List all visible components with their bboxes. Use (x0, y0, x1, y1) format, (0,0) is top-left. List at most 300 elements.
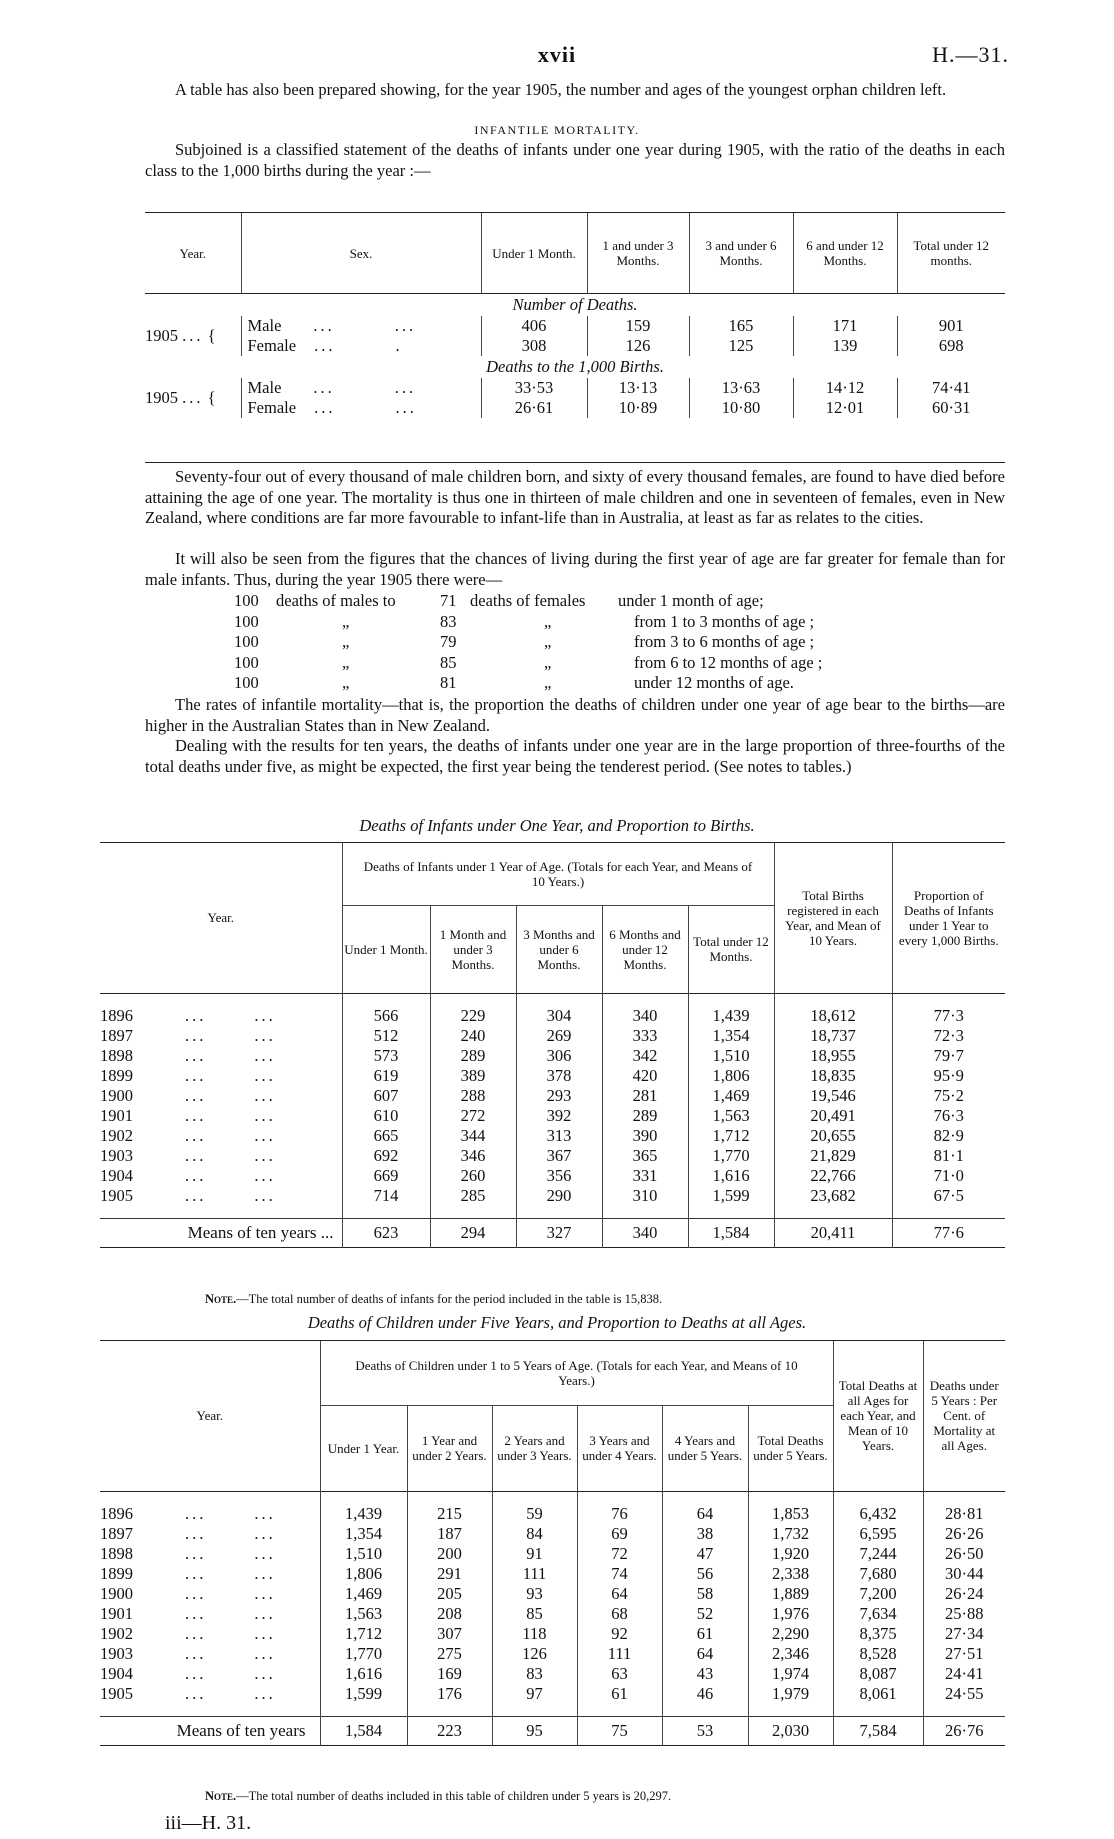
t1-year: 1905 (145, 388, 178, 407)
table-cell: 24·41 (945, 1663, 984, 1683)
t1-header-sex: Sex. (241, 213, 481, 294)
table-cell: 72 (577, 1544, 662, 1564)
table-cell: 1,770 (320, 1644, 407, 1664)
table-cell: 1,563 (688, 1106, 774, 1126)
table-cell: 8,375 (833, 1624, 923, 1644)
table-cell: 1,732 (748, 1524, 833, 1544)
table-row: 1900 ... ... 607 288 293 281 1,469 19,546 75·2 (100, 1086, 1005, 1106)
table-cell: 59 (492, 1504, 577, 1524)
table-cell: 1,806 (688, 1066, 774, 1086)
table-row: 1899 ... ... 619 389 378 420 1,806 18,835 95·9 (100, 1066, 1005, 1086)
table-cell: 1,920 (748, 1544, 833, 1564)
list-item (234, 591, 994, 612)
table-cell: 342 (602, 1046, 688, 1066)
table-cell: 64 (662, 1644, 748, 1664)
row-year: 1901 (100, 1603, 133, 1623)
table-cell: 187 (407, 1524, 492, 1544)
table-cell: 47 (662, 1544, 748, 1564)
t1-cell: 12·01 (793, 398, 897, 418)
row-year: 1896 (100, 1005, 133, 1025)
table-cell: 1,599 (688, 1186, 774, 1206)
t3-header-percent: Deaths under 5 Years : Per Cent. of Mortality at all Ages. (929, 1378, 999, 1454)
table2-caption: Deaths of Infants under One Year, and Proportion to Births. (359, 816, 755, 835)
table-row: 1905 ... { Male ... ... 406 159 165 171 901 (145, 316, 1005, 336)
t3-header-total-under5: Total Deaths under 5 Years. (748, 1405, 833, 1491)
table-row: 1904 ... ... 669 260 356 331 1,616 22,766 71·0 (100, 1166, 1005, 1186)
table-cell: 714 (342, 1186, 430, 1206)
t1-sex: Male (247, 316, 282, 335)
table-cell: 389 (430, 1066, 516, 1086)
t2-header-1to3: 1 Month and under 3 Months. (430, 905, 516, 993)
table-cell: 229 (430, 1006, 516, 1026)
table-row: 1904 ... ... 1,616 169 83 63 43 1,974 8,087 24·41 (100, 1664, 1005, 1684)
table-cell: 1,510 (688, 1046, 774, 1066)
row-year: 1898 (100, 1045, 133, 1065)
table-cell: 272 (430, 1106, 516, 1126)
table-cell: 8,061 (833, 1684, 923, 1704)
table-cell: 23,682 (774, 1186, 892, 1206)
comparison-value: 81 (440, 673, 457, 692)
comparison-mid: „ (342, 632, 350, 651)
comparison-base: 100 (234, 632, 259, 651)
table-cell: 7,634 (833, 1604, 923, 1624)
comparison-range: under 1 month of age; (618, 591, 764, 610)
table-cell: 392 (516, 1106, 602, 1126)
row-year: 1900 (100, 1583, 133, 1603)
table-cell: 111 (492, 1564, 577, 1584)
table-cell: 83 (492, 1664, 577, 1684)
table-cell: 118 (492, 1624, 577, 1644)
t1-sex: Female (247, 398, 297, 417)
table-cell: 1,974 (748, 1664, 833, 1684)
comparison-mid2: „ (544, 652, 552, 672)
t2-header-under1month: Under 1 Month. (342, 905, 430, 993)
t3-header-group: Deaths of Children under 1 to 5 Years of Age. (Totals for each Year, and Means of 10 Years.) (320, 1341, 833, 1405)
means-row (100, 1716, 1005, 1745)
t3-mean-cell: 26·76 (923, 1716, 1005, 1745)
table-cell: 2,338 (748, 1564, 833, 1584)
table-cell: 1,354 (688, 1026, 774, 1046)
comparison-range: from 1 to 3 months of age ; (634, 611, 815, 631)
table-cell: 97 (492, 1684, 577, 1704)
table-cell: 6,432 (833, 1504, 923, 1524)
table-row: 1902 ... ... 1,712 307 118 92 61 2,290 8,375 27·34 (100, 1624, 1005, 1644)
table-cell: 22,766 (774, 1166, 892, 1186)
table-cell: 26·50 (945, 1543, 984, 1563)
table-cell: 293 (516, 1086, 602, 1106)
table-row: 1898 ... ... 1,510 200 91 72 47 1,920 7,244 26·50 (100, 1544, 1005, 1564)
table-row: Female ... . 308 126 125 139 698 (145, 336, 1005, 356)
comparison-base: 100 (234, 652, 259, 672)
t1-header-total: Total under 12 months. (913, 238, 990, 268)
row-year: 1897 (100, 1025, 133, 1045)
means-row (100, 1218, 1005, 1247)
table-cell: 1,976 (748, 1604, 833, 1624)
table-cell: 367 (516, 1146, 602, 1166)
row-year: 1903 (100, 1145, 133, 1165)
t1-header-under1month: Under 1 Month. (481, 213, 587, 294)
comparison-mid2: „ (544, 632, 552, 651)
comparison-mid: deaths of males to (276, 591, 396, 610)
child-deaths-ten-years-table (100, 1341, 1005, 1746)
table-cell: 269 (516, 1026, 602, 1046)
comparison-range: from 3 to 6 months of age ; (634, 632, 815, 651)
table-cell: 205 (407, 1584, 492, 1604)
comparison-mid2: „ (544, 673, 552, 692)
t2-mean-cell: 294 (430, 1218, 516, 1247)
table-cell: 289 (602, 1106, 688, 1126)
t2-header-3to6: 3 Months and under 6 Months. (516, 905, 602, 993)
table-cell: 307 (407, 1624, 492, 1644)
table-cell: 93 (492, 1584, 577, 1604)
comparison-base: 100 (234, 611, 259, 631)
table-cell: 64 (662, 1504, 748, 1524)
table-cell: 420 (602, 1066, 688, 1086)
table-cell: 378 (516, 1066, 602, 1086)
table-cell: 200 (407, 1544, 492, 1564)
comparison-mid: „ (342, 652, 350, 672)
table-row: 1903 ... ... 1,770 275 126 111 64 2,346 8,528 27·51 (100, 1644, 1005, 1664)
comparison-mid: „ (342, 673, 350, 692)
table-cell: 566 (342, 1006, 430, 1026)
t1-cell: 13·63 (689, 378, 793, 398)
table-cell: 390 (602, 1126, 688, 1146)
t1-cell: 125 (689, 336, 793, 356)
t1-cell: 13·13 (587, 378, 689, 398)
table-cell: 43 (662, 1664, 748, 1684)
table-cell: 1,616 (320, 1664, 407, 1684)
t2-header-proportion: Proportion of Deaths of Infants under 1 Year to every 1,000 Births. (898, 887, 999, 948)
t2-mean-cell: 20,411 (774, 1218, 892, 1247)
comparison-list (234, 591, 994, 694)
table-cell: 46 (662, 1684, 748, 1704)
t1-cell: 698 (938, 336, 964, 355)
table-cell: 79·7 (933, 1045, 964, 1065)
table-cell: 126 (492, 1644, 577, 1664)
row-year: 1905 (100, 1185, 133, 1205)
t3-header-year: Year. (100, 1341, 320, 1491)
table-cell: 77·3 (933, 1005, 964, 1025)
table-row: 1905 ... ... 1,599 176 97 61 46 1,979 8,061 24·55 (100, 1684, 1005, 1704)
t1-cell: 10·89 (587, 398, 689, 418)
table-row: 1902 ... ... 665 344 313 390 1,712 20,655 82·9 (100, 1126, 1005, 1146)
table-cell: 260 (430, 1166, 516, 1186)
table-cell: 76·3 (933, 1105, 964, 1125)
table-cell: 27·34 (945, 1623, 984, 1643)
row-year: 1902 (100, 1125, 133, 1145)
table-cell: 365 (602, 1146, 688, 1166)
table-cell: 81·1 (933, 1145, 964, 1165)
t1-cell: 126 (587, 336, 689, 356)
infant-deaths-1905-table (145, 213, 1005, 418)
table-cell: 344 (430, 1126, 516, 1146)
intro-paragraph: A table has also been prepared showing, for the year 1905, the number and ages of the youngest orphan children left. (175, 80, 947, 99)
table-cell: 27·51 (945, 1643, 984, 1663)
subjoined-paragraph: Subjoined is a classified statement of the deaths of infants under one year during 1905, with the ratio of the deaths in each class to the 1,000 births during the year :— (145, 140, 1005, 180)
table-cell: 56 (662, 1564, 748, 1584)
t3-header-3to4: 3 Years and under 4 Years. (577, 1405, 662, 1491)
table-cell: 61 (577, 1684, 662, 1704)
table-cell: 85 (492, 1604, 577, 1624)
table1-bottom-rule (145, 462, 1005, 463)
table-cell: 64 (577, 1584, 662, 1604)
table-cell: 63 (577, 1664, 662, 1684)
table-cell: 1,770 (688, 1146, 774, 1166)
table-cell: 82·9 (933, 1125, 964, 1145)
comparison-mid2: „ (544, 611, 552, 631)
table-cell: 1,563 (320, 1604, 407, 1624)
t1-number-caption: Number of Deaths. (512, 295, 638, 314)
table-cell: 26·24 (945, 1583, 984, 1603)
table-cell: 275 (407, 1644, 492, 1664)
table-cell: 7,200 (833, 1584, 923, 1604)
t1-cell: 74·41 (932, 378, 971, 397)
t1-cell: 60·31 (932, 398, 971, 417)
t3-mean-cell: 53 (662, 1716, 748, 1745)
table3-note: Note.—The total number of deaths included in this table of children under 5 years is 20,297. (205, 1789, 672, 1803)
t3-header-4to5: 4 Years and under 5 Years. (662, 1405, 748, 1491)
t2-mean-cell: 623 (342, 1218, 430, 1247)
comparison-value: 71 (440, 591, 457, 610)
table-cell: 313 (516, 1126, 602, 1146)
t3-mean-cell: 2,030 (748, 1716, 833, 1745)
t3-header-2to3: 2 Years and under 3 Years. (492, 1405, 577, 1491)
table-cell: 6,595 (833, 1524, 923, 1544)
table-cell: 1,979 (748, 1684, 833, 1704)
table-cell: 75·2 (933, 1085, 964, 1105)
t1-sex: Male (247, 378, 282, 397)
row-year: 1901 (100, 1105, 133, 1125)
row-year: 1899 (100, 1065, 133, 1085)
table-cell: 1,616 (688, 1166, 774, 1186)
t3-header-under1year: Under 1 Year. (320, 1405, 407, 1491)
t2-header-births: Total Births registered in each Year, and Mean of 10 Years. (774, 843, 892, 993)
table-row: 1896 ... ... 1,439 215 59 76 64 1,853 6,432 28·81 (100, 1504, 1005, 1524)
dealing-paragraph: Dealing with the results for ten years, the deaths of infants under one year are in the large proportion of three-fourths of the total deaths under five, as might be expected, the first year being the tenderest period. (See notes to tables.) (145, 736, 1005, 776)
comparison-base: 100 (234, 673, 259, 692)
t3-header-1to2: 1 Year and under 2 Years. (407, 1405, 492, 1491)
table-cell: 290 (516, 1186, 602, 1206)
table-cell: 38 (662, 1524, 748, 1544)
t2-mean-cell: 340 (602, 1218, 688, 1247)
row-year: 1898 (100, 1543, 133, 1563)
t2-header-year: Year. (100, 843, 342, 993)
rates-paragraph: The rates of infantile mortality—that is, the proportion the deaths of children under one year of age bear to the births—are higher in the Australian States than in New Zealand. (145, 695, 1005, 735)
table-cell: 52 (662, 1604, 748, 1624)
table2-note: Note.—The total number of deaths of infants for the period included in the table is 15,838. (205, 1292, 663, 1306)
comparison-range: from 6 to 12 months of age ; (634, 652, 823, 672)
table-cell: 176 (407, 1684, 492, 1704)
comparison-value: 85 (440, 652, 457, 672)
t2-header-6to12: 6 Months and under 12 Months. (602, 905, 688, 993)
t2-header-total: Total under 12 Months. (688, 905, 774, 993)
t2-mean-cell: 77·6 (892, 1218, 1005, 1247)
table-row: 1897 ... ... 512 240 269 333 1,354 18,737 72·3 (100, 1026, 1005, 1046)
table-cell: 69 (577, 1524, 662, 1544)
comparison-base: 100 (234, 591, 259, 610)
table-cell: 25·88 (945, 1603, 984, 1623)
t1-cell: 159 (587, 316, 689, 336)
table-cell: 76 (577, 1504, 662, 1524)
row-year: 1903 (100, 1643, 133, 1663)
t1-header-6to12: 6 and under 12 Months. (793, 213, 897, 294)
row-year: 1900 (100, 1085, 133, 1105)
t1-sex: Female (247, 336, 297, 355)
chances-paragraph: It will also be seen from the figures that the chances of living during the first year of age are far greater for female than for male infants. Thus, during the year 1905 there were— (145, 549, 1005, 589)
table-row: 1905 ... { Male ... ... 33·53 13·13 13·63 14·12 74·41 (145, 378, 1005, 398)
table-row: 1898 ... ... 573 289 306 342 1,510 18,955 79·7 (100, 1046, 1005, 1066)
document-reference: H.—31. (932, 42, 1009, 67)
table-cell: 1,712 (688, 1126, 774, 1146)
table-cell: 95·9 (933, 1065, 964, 1085)
table-cell: 7,680 (833, 1564, 923, 1584)
table-row: 1900 ... ... 1,469 205 93 64 58 1,889 7,200 26·24 (100, 1584, 1005, 1604)
table-cell: 61 (662, 1624, 748, 1644)
table-cell: 573 (342, 1046, 430, 1066)
t1-header-1to3: 1 and under 3 Months. (587, 213, 689, 294)
table-cell: 340 (602, 1006, 688, 1026)
t1-cell: 10·80 (689, 398, 793, 418)
table-cell: 333 (602, 1026, 688, 1046)
table-cell: 91 (492, 1544, 577, 1564)
table-cell: 1,889 (748, 1584, 833, 1604)
t2-mean-cell: 1,584 (688, 1218, 774, 1247)
comparison-value: 83 (440, 611, 457, 631)
row-year: 1905 (100, 1683, 133, 1703)
table-row: 1905 ... ... 714 285 290 310 1,599 23,682 67·5 (100, 1186, 1005, 1206)
table-cell: 1,469 (320, 1584, 407, 1604)
infant-deaths-ten-years-table (100, 843, 1005, 1248)
table-cell: 356 (516, 1166, 602, 1186)
table-cell: 291 (407, 1564, 492, 1584)
table-cell: 692 (342, 1146, 430, 1166)
table-cell: 1,469 (688, 1086, 774, 1106)
table-cell: 665 (342, 1126, 430, 1146)
table-cell: 215 (407, 1504, 492, 1524)
t1-cell: 14·12 (793, 378, 897, 398)
t1-cell: 308 (481, 336, 587, 356)
table-cell: 30·44 (945, 1563, 984, 1583)
table-cell: 1,439 (320, 1504, 407, 1524)
table-cell: 619 (342, 1066, 430, 1086)
table-cell: 67·5 (933, 1185, 964, 1205)
table-cell: 240 (430, 1026, 516, 1046)
table-cell: 20,655 (774, 1126, 892, 1146)
table-cell: 310 (602, 1186, 688, 1206)
table-cell: 20,491 (774, 1106, 892, 1126)
table-cell: 1,806 (320, 1564, 407, 1584)
t1-cell: 901 (938, 316, 964, 335)
table-cell: 18,612 (774, 1006, 892, 1026)
table-cell: 512 (342, 1026, 430, 1046)
table-cell: 2,290 (748, 1624, 833, 1644)
table-cell: 8,528 (833, 1644, 923, 1664)
table-cell: 8,087 (833, 1664, 923, 1684)
t1-year: 1905 (145, 326, 178, 345)
table-cell: 1,510 (320, 1544, 407, 1564)
t1-cell: 406 (481, 316, 587, 336)
list-item (234, 612, 994, 633)
table-cell: 1,354 (320, 1524, 407, 1544)
table-cell: 92 (577, 1624, 662, 1644)
table-cell: 1,853 (748, 1504, 833, 1524)
table-row: Female ... ... 26·61 10·89 10·80 12·01 60·31 (145, 398, 1005, 418)
row-year: 1896 (100, 1503, 133, 1523)
t2-mean-cell: 327 (516, 1218, 602, 1247)
row-year: 1899 (100, 1563, 133, 1583)
table-cell: 610 (342, 1106, 430, 1126)
table-cell: 18,955 (774, 1046, 892, 1066)
table-cell: 289 (430, 1046, 516, 1066)
table-row: 1901 ... ... 610 272 392 289 1,563 20,491 76·3 (100, 1106, 1005, 1126)
t3-mean-label: Means of ten years (100, 1716, 320, 1745)
list-item (234, 632, 994, 653)
table-cell: 7,244 (833, 1544, 923, 1564)
t3-mean-cell: 223 (407, 1716, 492, 1745)
row-year: 1902 (100, 1623, 133, 1643)
table-cell: 346 (430, 1146, 516, 1166)
table-cell: 111 (577, 1644, 662, 1664)
table-row: 1896 ... ... 566 229 304 340 1,439 18,612 77·3 (100, 1006, 1005, 1026)
table-cell: 26·26 (945, 1523, 984, 1543)
table-row: 1903 ... ... 692 346 367 365 1,770 21,829 81·1 (100, 1146, 1005, 1166)
t1-cell: 33·53 (481, 378, 587, 398)
table-cell: 281 (602, 1086, 688, 1106)
table-cell: 1,439 (688, 1006, 774, 1026)
table-cell: 28·81 (945, 1503, 984, 1523)
row-year: 1904 (100, 1663, 133, 1683)
table-cell: 1,712 (320, 1624, 407, 1644)
list-item (234, 653, 994, 674)
t1-header-3to6: 3 and under 6 Months. (689, 213, 793, 294)
row-year: 1897 (100, 1523, 133, 1543)
table-cell: 1,599 (320, 1684, 407, 1704)
table-row: 1897 ... ... 1,354 187 84 69 38 1,732 6,595 26·26 (100, 1524, 1005, 1544)
table-row: 1899 ... ... 1,806 291 111 74 56 2,338 7,680 30·44 (100, 1564, 1005, 1584)
sheet-signature: iii—H. 31. (165, 1812, 252, 1834)
table-cell: 669 (342, 1166, 430, 1186)
seventy-four-paragraph: Seventy-four out of every thousand of male children born, and sixty of every thousand females, are found to have died before attaining the age of one year. The mortality is thus one in thirteen of male children and one in seventeen of females, even in New Zealand, where conditions are far more favourable to infant-life than in Australia, at least as far as relates to the cities. (145, 467, 1005, 527)
table-cell: 169 (407, 1664, 492, 1684)
table-row: 1901 ... ... 1,563 208 85 68 52 1,976 7,634 25·88 (100, 1604, 1005, 1624)
table-cell: 19,546 (774, 1086, 892, 1106)
t2-header-group: Deaths of Infants under 1 Year of Age. (Totals for each Year, and Means of 10 Years.) (342, 843, 774, 905)
t1-ratio-caption: Deaths to the 1,000 Births. (486, 357, 664, 376)
table-cell: 18,835 (774, 1066, 892, 1086)
table-cell: 58 (662, 1584, 748, 1604)
t1-header-year: Year. (145, 213, 241, 294)
t1-cell: 139 (793, 336, 897, 356)
t1-cell: 26·61 (481, 398, 587, 418)
table3-caption: Deaths of Children under Five Years, and Proportion to Deaths at all Ages. (307, 1313, 807, 1332)
table-cell: 84 (492, 1524, 577, 1544)
table-cell: 306 (516, 1046, 602, 1066)
t2-mean-label: Means of ten years ... (100, 1218, 342, 1247)
t1-cell: 171 (793, 316, 897, 336)
t3-mean-cell: 1,584 (320, 1716, 407, 1745)
page-number: xvii (537, 42, 577, 67)
section-title: INFANTILE MORTALITY. (474, 123, 640, 137)
row-year: 1904 (100, 1165, 133, 1185)
table-cell: 21,829 (774, 1146, 892, 1166)
table-cell: 285 (430, 1186, 516, 1206)
table-cell: 2,346 (748, 1644, 833, 1664)
table-cell: 304 (516, 1006, 602, 1026)
table-cell: 24·55 (945, 1683, 984, 1703)
table-cell: 71·0 (933, 1165, 964, 1185)
comparison-value: 79 (440, 632, 457, 651)
table-cell: 74 (577, 1564, 662, 1584)
